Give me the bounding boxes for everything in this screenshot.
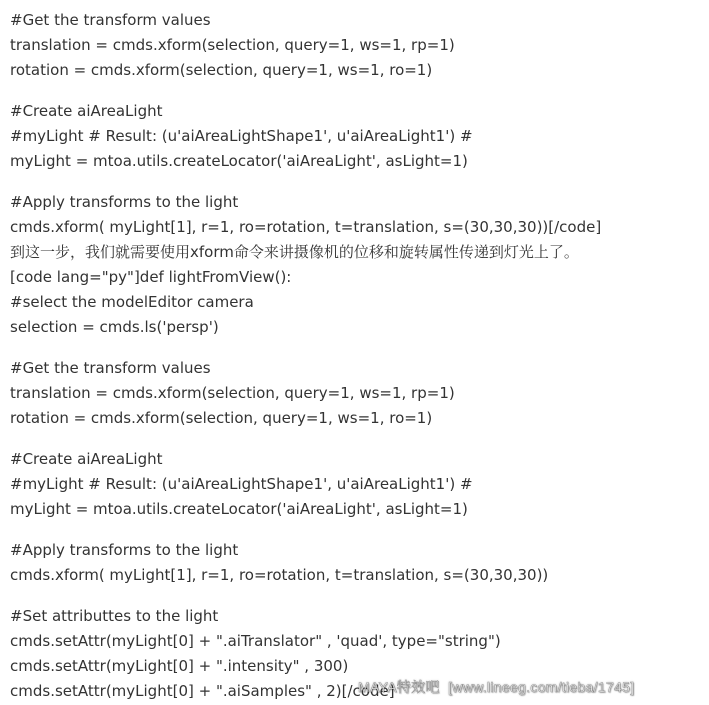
- block-spacer: [10, 174, 700, 190]
- block-spacer: [10, 340, 700, 356]
- code-block: [10, 356, 700, 431]
- code-line: #myLight # Result: (u'aiAreaLightShape1', u'aiAreaLight1') #: [10, 475, 473, 493]
- code-block: [10, 538, 700, 588]
- code-line: [code lang="py"]def lightFromView():: [10, 268, 292, 286]
- code-line: #myLight # Result: (u'aiAreaLightShape1', u'aiAreaLight1') #: [10, 127, 473, 145]
- block-spacer: [10, 522, 700, 538]
- code-line: #Apply transforms to the light: [10, 541, 239, 559]
- code-line: selection = cmds.ls('persp'): [10, 318, 219, 336]
- code-line: myLight = mtoa.utils.createLocator('aiAreaLight', asLight=1): [10, 152, 468, 170]
- code-line: cmds.xform( myLight[1], r=1, ro=rotation, t=translation, s=(30,30,30))[/code]: [10, 218, 602, 236]
- code-line: translation = cmds.xform(selection, query=1, ws=1, rp=1): [10, 384, 455, 402]
- block-spacer: [10, 83, 700, 99]
- code-line: 到这一步，我们就需要使用xform命令来讲摄像机的位移和旋转属性传递到灯光上了。: [10, 243, 579, 261]
- watermark: MAYA特效吧 [www.lineeg.com/tieba/1745]: [358, 679, 635, 695]
- code-line: #Get the transform values: [10, 359, 211, 377]
- code-line: #Get the transform values: [10, 11, 211, 29]
- code-line: myLight = mtoa.utils.createLocator('aiAreaLight', asLight=1): [10, 500, 468, 518]
- code-line: rotation = cmds.xform(selection, query=1, ws=1, ro=1): [10, 61, 433, 79]
- code-block: [10, 99, 700, 174]
- code-article: [10, 8, 700, 704]
- code-line: cmds.setAttr(myLight[0] + ".aiSamples" , 2)[/code]: [10, 682, 395, 700]
- code-line: rotation = cmds.xform(selection, query=1, ws=1, ro=1): [10, 409, 433, 427]
- code-line: #Apply transforms to the light: [10, 193, 239, 211]
- code-line: #Set attributtes to the light: [10, 607, 219, 625]
- block-spacer: [10, 588, 700, 604]
- code-line: #select the modelEditor camera: [10, 293, 254, 311]
- code-block: [10, 190, 700, 340]
- code-block: [10, 8, 700, 83]
- code-line: #Create aiAreaLight: [10, 450, 163, 468]
- code-line: #Create aiAreaLight: [10, 102, 163, 120]
- code-line: cmds.setAttr(myLight[0] + ".intensity" , 300): [10, 657, 349, 675]
- code-line: cmds.setAttr(myLight[0] + ".aiTranslator" , 'quad', type="string"): [10, 632, 501, 650]
- block-spacer: [10, 431, 700, 447]
- code-line: cmds.xform( myLight[1], r=1, ro=rotation, t=translation, s=(30,30,30)): [10, 566, 549, 584]
- code-line: translation = cmds.xform(selection, query=1, ws=1, rp=1): [10, 36, 455, 54]
- code-block: [10, 447, 700, 522]
